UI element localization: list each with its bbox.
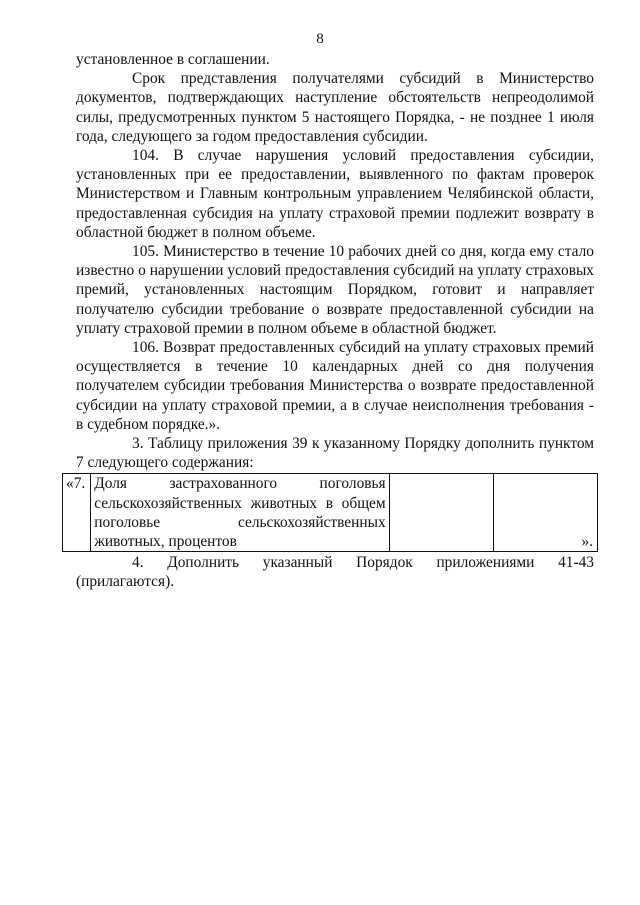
document-body: [66, 50, 594, 592]
paragraph-105: 105. Министерство в течение 10 рабочих дней со дня, когда ему стало известно о нарушении условий предоставления субсидий на уплату страховых премий, установленных настоящим Порядком, готовит и направляет получателю субсидии требование о возврате предоставленной субсидии на уплату страховой премии в полном объеме в областной бюджет.: [76, 243, 594, 337]
table-cell-number: «7.: [63, 474, 91, 552]
paragraph-item-3: 3. Таблицу приложения 39 к указанному Порядку дополнить пунктом 7 следующего содержания:: [76, 435, 594, 472]
paragraph-106: 106. Возврат предоставленных субсидий на уплату страховых премий осуществляется в течение 10 календарных дней со дня получения получателем субсидии требования Министерства о возврате предоставленной субсидии на уплату страховой премии, а в случае неисполнения требования - в судебном порядке.».: [76, 339, 594, 433]
appendix-table: [62, 473, 598, 552]
page-number: 8: [316, 31, 324, 47]
table-cell-empty-b: [494, 474, 598, 552]
paragraph-continuation: установленное в соглашении.: [76, 51, 270, 68]
paragraph-item-4: 4. Дополнить указанный Порядок приложениями 41-43 (прилагаются).: [76, 554, 594, 591]
table-row: [63, 474, 598, 552]
paragraph-104: 104. В случае нарушения условий предоставления субсидии, установленных при ее предоставлении, выявленного по фактам проверок Министерством и Главным контрольным управлением Челябинской области, предоставленная субсидия на уплату страховой премии подлежит возврату в областной бюджет в полном объеме.: [76, 147, 594, 241]
table-cell-indicator: Доля застрахованного поголовья сельскохозяйственных животных в общем поголовье сельскохозяйственных животных, процентов: [91, 474, 389, 552]
paragraph-deadline: Срок представления получателями субсидий в Министерство документов, подтверждающих наступление обстоятельств непреодолимой силы, предусмотренных пунктом 5 настоящего Порядка, - не позднее 1 июля года, следующего за годом предоставления субсидии.: [76, 70, 594, 145]
table-closing-quote: ».: [581, 533, 593, 551]
table-cell-empty-a: [389, 474, 494, 552]
